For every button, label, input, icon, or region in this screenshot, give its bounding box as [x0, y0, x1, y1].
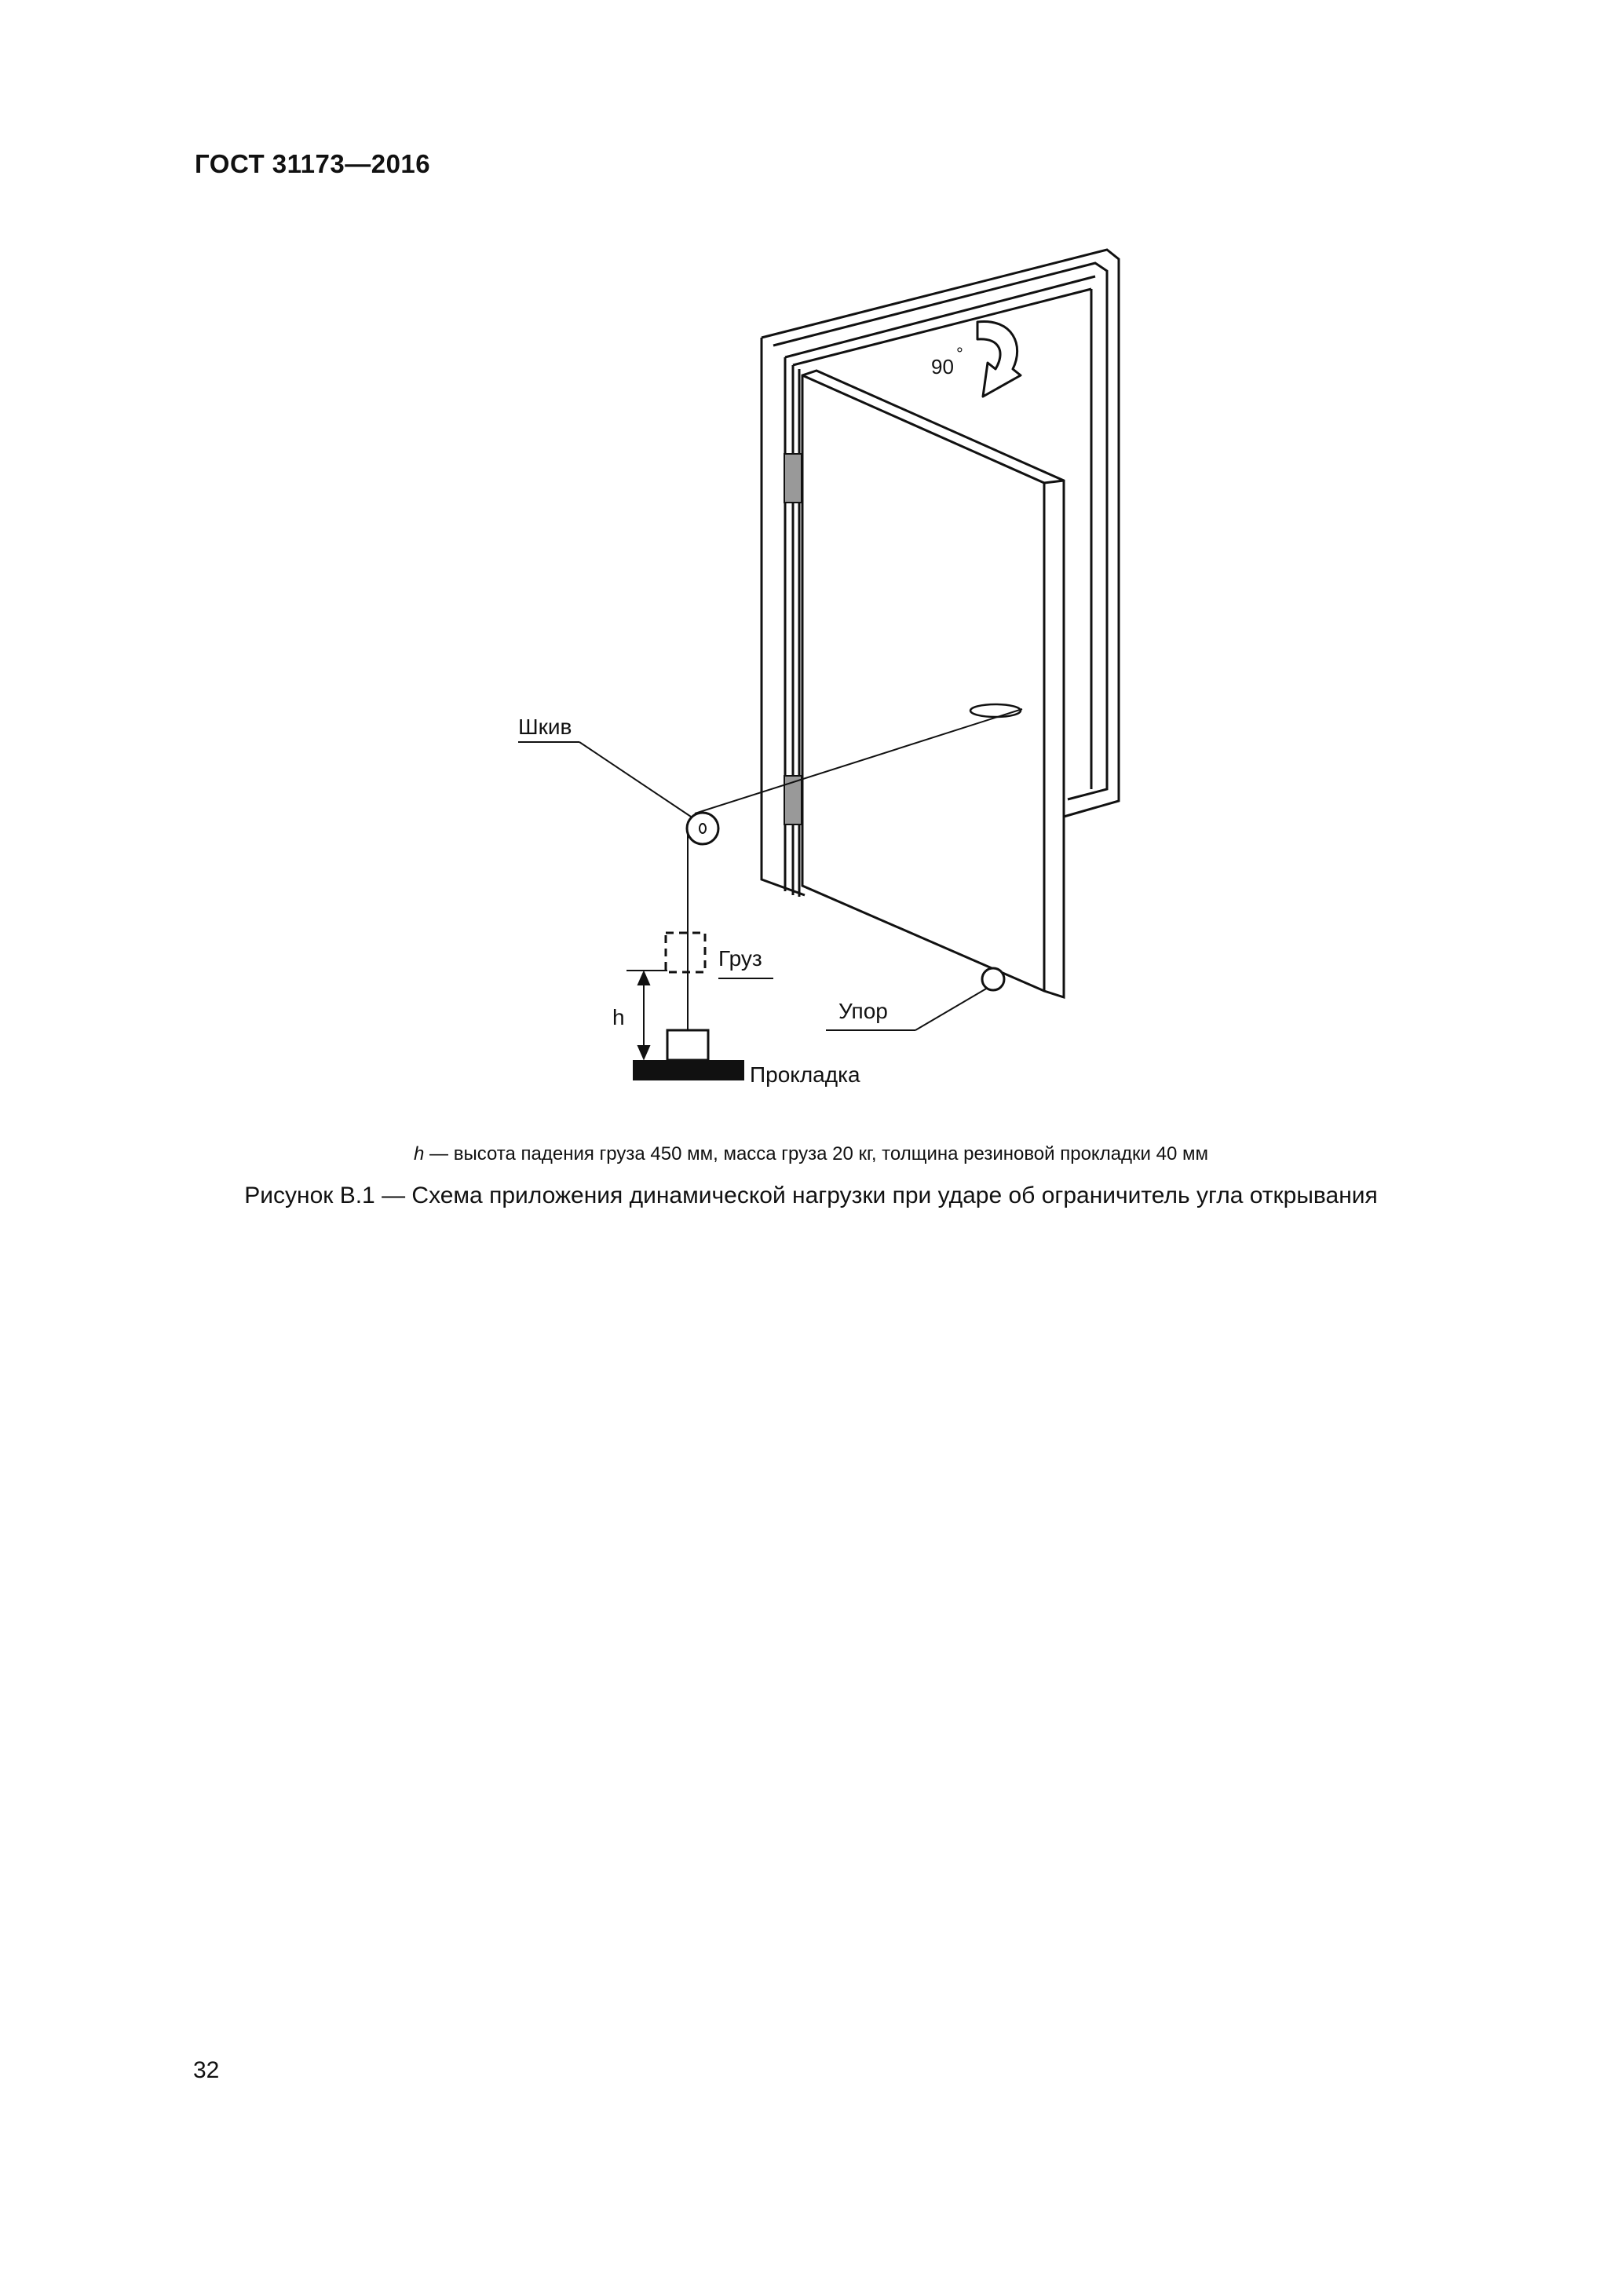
door-handle [970, 704, 1021, 717]
stop-label: Упор [838, 999, 888, 1023]
door-test-diagram [487, 228, 1209, 1107]
weight-label: Груз [718, 946, 762, 971]
weight-raised-position [666, 933, 705, 972]
hinge-upper [784, 454, 802, 503]
stop-leader-diagonal [915, 988, 988, 1030]
pulley-label: Шкив [518, 715, 572, 739]
weight-block [667, 1030, 708, 1060]
pulley-wheel [687, 813, 718, 844]
legend-symbol: h [414, 1143, 425, 1164]
rotation-arrow-icon [977, 322, 1021, 397]
rubber-pad [633, 1060, 744, 1080]
angle-degree-mark: ° [956, 344, 963, 364]
page-number: 32 [193, 2057, 220, 2083]
pulley-leader-diagonal [579, 742, 691, 817]
door-leaf [802, 371, 1064, 997]
document-header: ГОСТ 31173—2016 [195, 149, 431, 178]
angle-label: 90 [931, 355, 954, 378]
height-dimension [627, 971, 667, 1058]
figure-legend [0, 1143, 1622, 1165]
figure-caption: Рисунок В.1 — Схема приложения динамической нагрузки при ударе об ограничитель угла открывания [244, 1183, 1378, 1208]
figure-drawing [487, 228, 1209, 1107]
hinge-lower [784, 776, 802, 824]
pad-label: Прокладка [750, 1062, 860, 1087]
height-label: h [612, 1005, 625, 1029]
legend-text: — высота падения груза 450 мм, масса груза 20 кг, толщина резиновой прокладки 40 мм [424, 1143, 1208, 1164]
door-stop [982, 968, 1004, 990]
